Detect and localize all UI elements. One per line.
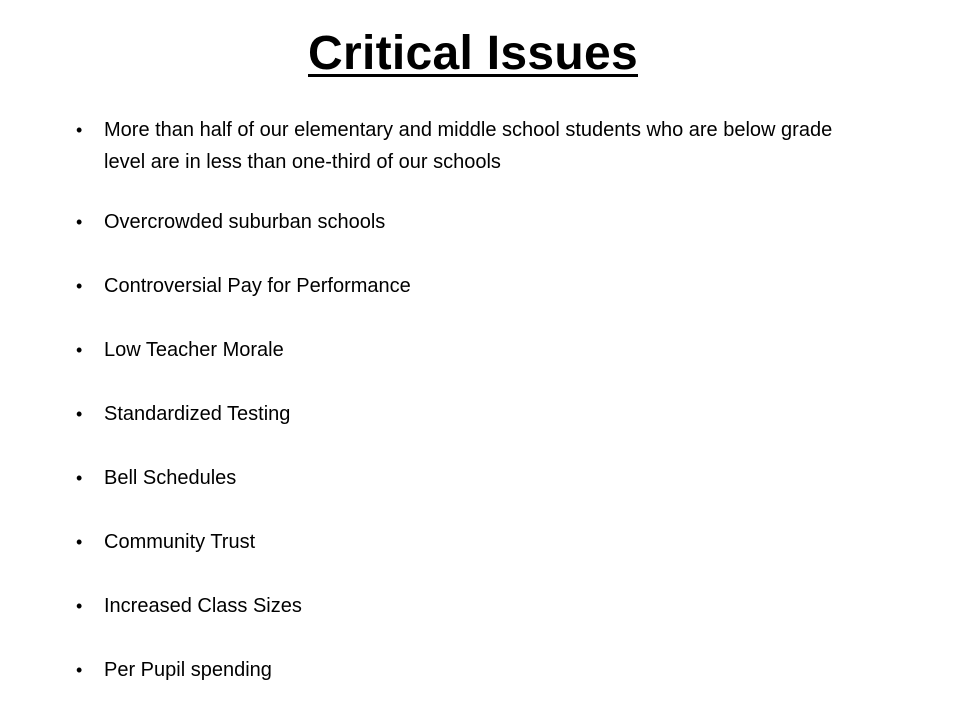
- bullet-text: Controversial Pay for Performance: [104, 275, 411, 297]
- bullet-icon: •: [76, 532, 83, 552]
- bullet-icon: •: [76, 660, 83, 680]
- bullet-icon: •: [76, 404, 83, 424]
- bullet-icon: •: [76, 120, 83, 140]
- bullet-item: [76, 398, 876, 430]
- bullet-item: [76, 334, 876, 366]
- bullet-item: [76, 270, 876, 302]
- bullet-text: Bell Schedules: [104, 467, 237, 489]
- bullet-icon: •: [76, 340, 83, 360]
- bullet-item: [76, 590, 876, 622]
- bullet-text: More than half of our elementary and middle school students who are below grade level are in less than one-third of our schools: [104, 119, 833, 173]
- bullet-text: Low Teacher Morale: [104, 339, 284, 361]
- bullet-item: [76, 654, 876, 686]
- bullet-text: Standardized Testing: [104, 403, 291, 425]
- bullet-item: [76, 206, 876, 238]
- bullet-icon: •: [76, 596, 83, 616]
- bullet-text: Community Trust: [104, 531, 256, 553]
- bullet-item: [76, 462, 876, 494]
- bullet-text: Overcrowded suburban schools: [104, 211, 386, 233]
- bullet-item: [76, 526, 876, 558]
- bullet-icon: •: [76, 212, 83, 232]
- bullet-item: [76, 114, 876, 178]
- slide-title: Critical Issues: [308, 27, 638, 80]
- bullet-icon: •: [76, 276, 83, 296]
- bullet-text: Increased Class Sizes: [104, 595, 302, 617]
- bullet-icon: •: [76, 468, 83, 488]
- bullet-text: Per Pupil spending: [104, 659, 272, 681]
